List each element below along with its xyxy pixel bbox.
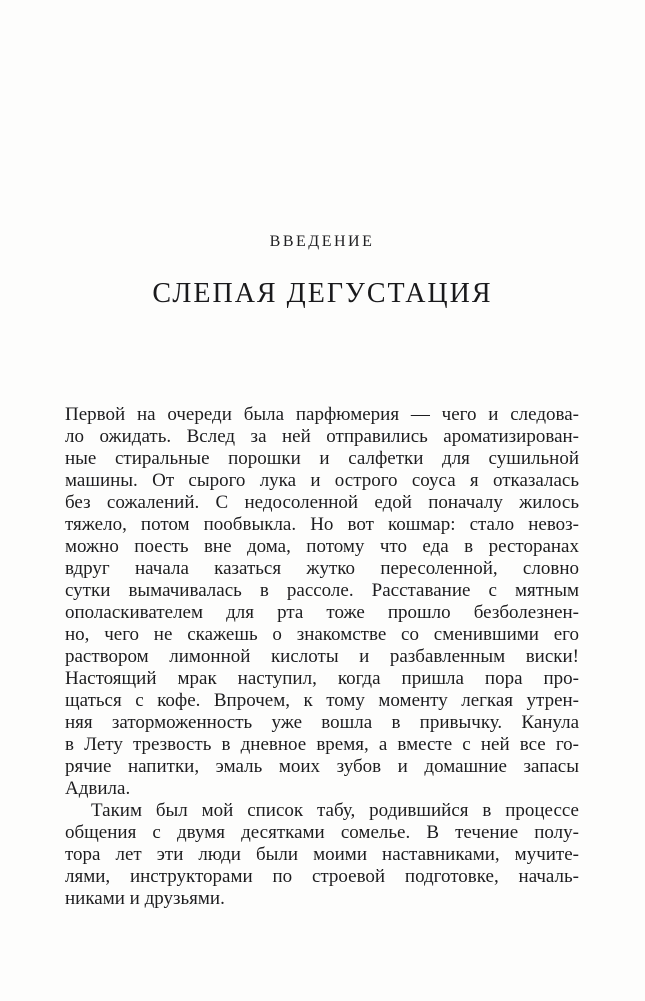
text-line: няя заторможенность уже вошла в привычку. Канула [65,712,579,733]
text-line: вдруг начала казаться жутко пересоленной, словно [65,558,579,579]
text-line: Адвила. [65,778,131,799]
text-line: но, чего не скажешь о знакомстве со сменившими его [65,624,579,645]
text-line: машины. От сырого лука и острого соуса я отказалась [65,470,579,491]
text-line: никами и друзьями. [65,888,225,909]
text-line: рячие напитки, эмаль моих зубов и домашние запасы [65,756,579,777]
chapter-kicker: ВВЕДЕНИЕ [269,233,375,250]
text-line: Таким был мой список табу, родившийся в процессе [91,800,579,821]
body-text [65,404,579,910]
text-line: лями, инструкторами по строевой подготовке, началь- [65,866,579,887]
text-line: тяжело, потом пообвыкла. Но вот кошмар: стало невоз- [65,514,579,535]
text-line: общения с двумя десятками сомелье. В течение полу- [65,822,579,843]
text-line: тора лет эти люди были моими наставниками, мучите- [65,844,579,865]
text-line: щаться с кофе. Впрочем, к тому моменту легкая утрен- [65,690,579,711]
text-line: ополаскивателем для рта тоже прошло безболезнен- [65,602,579,623]
text-line: ло ожидать. Вслед за ней отправились ароматизирован- [65,426,579,447]
text-line: без сожалений. С недосоленной едой поначалу жилось [65,492,579,513]
chapter-title: СЛЕПАЯ ДЕГУСТАЦИЯ [152,278,493,309]
text-line: сутки вымачивалась в рассоле. Расставание с мятным [65,580,579,601]
text-line: Настоящий мрак наступил, когда пришла пора про- [65,668,579,689]
text-line: Первой на очереди была парфюмерия — чего и следова- [65,404,579,425]
text-line: раствором лимонной кислоты и разбавленным виски! [65,646,579,667]
text-line: ные стиральные порошки и салфетки для сушильной [65,448,579,469]
text-line: можно поесть вне дома, потому что еда в ресторанах [65,536,579,557]
text-line: в Лету трезвость в дневное время, а вместе с ней все го- [65,734,579,755]
